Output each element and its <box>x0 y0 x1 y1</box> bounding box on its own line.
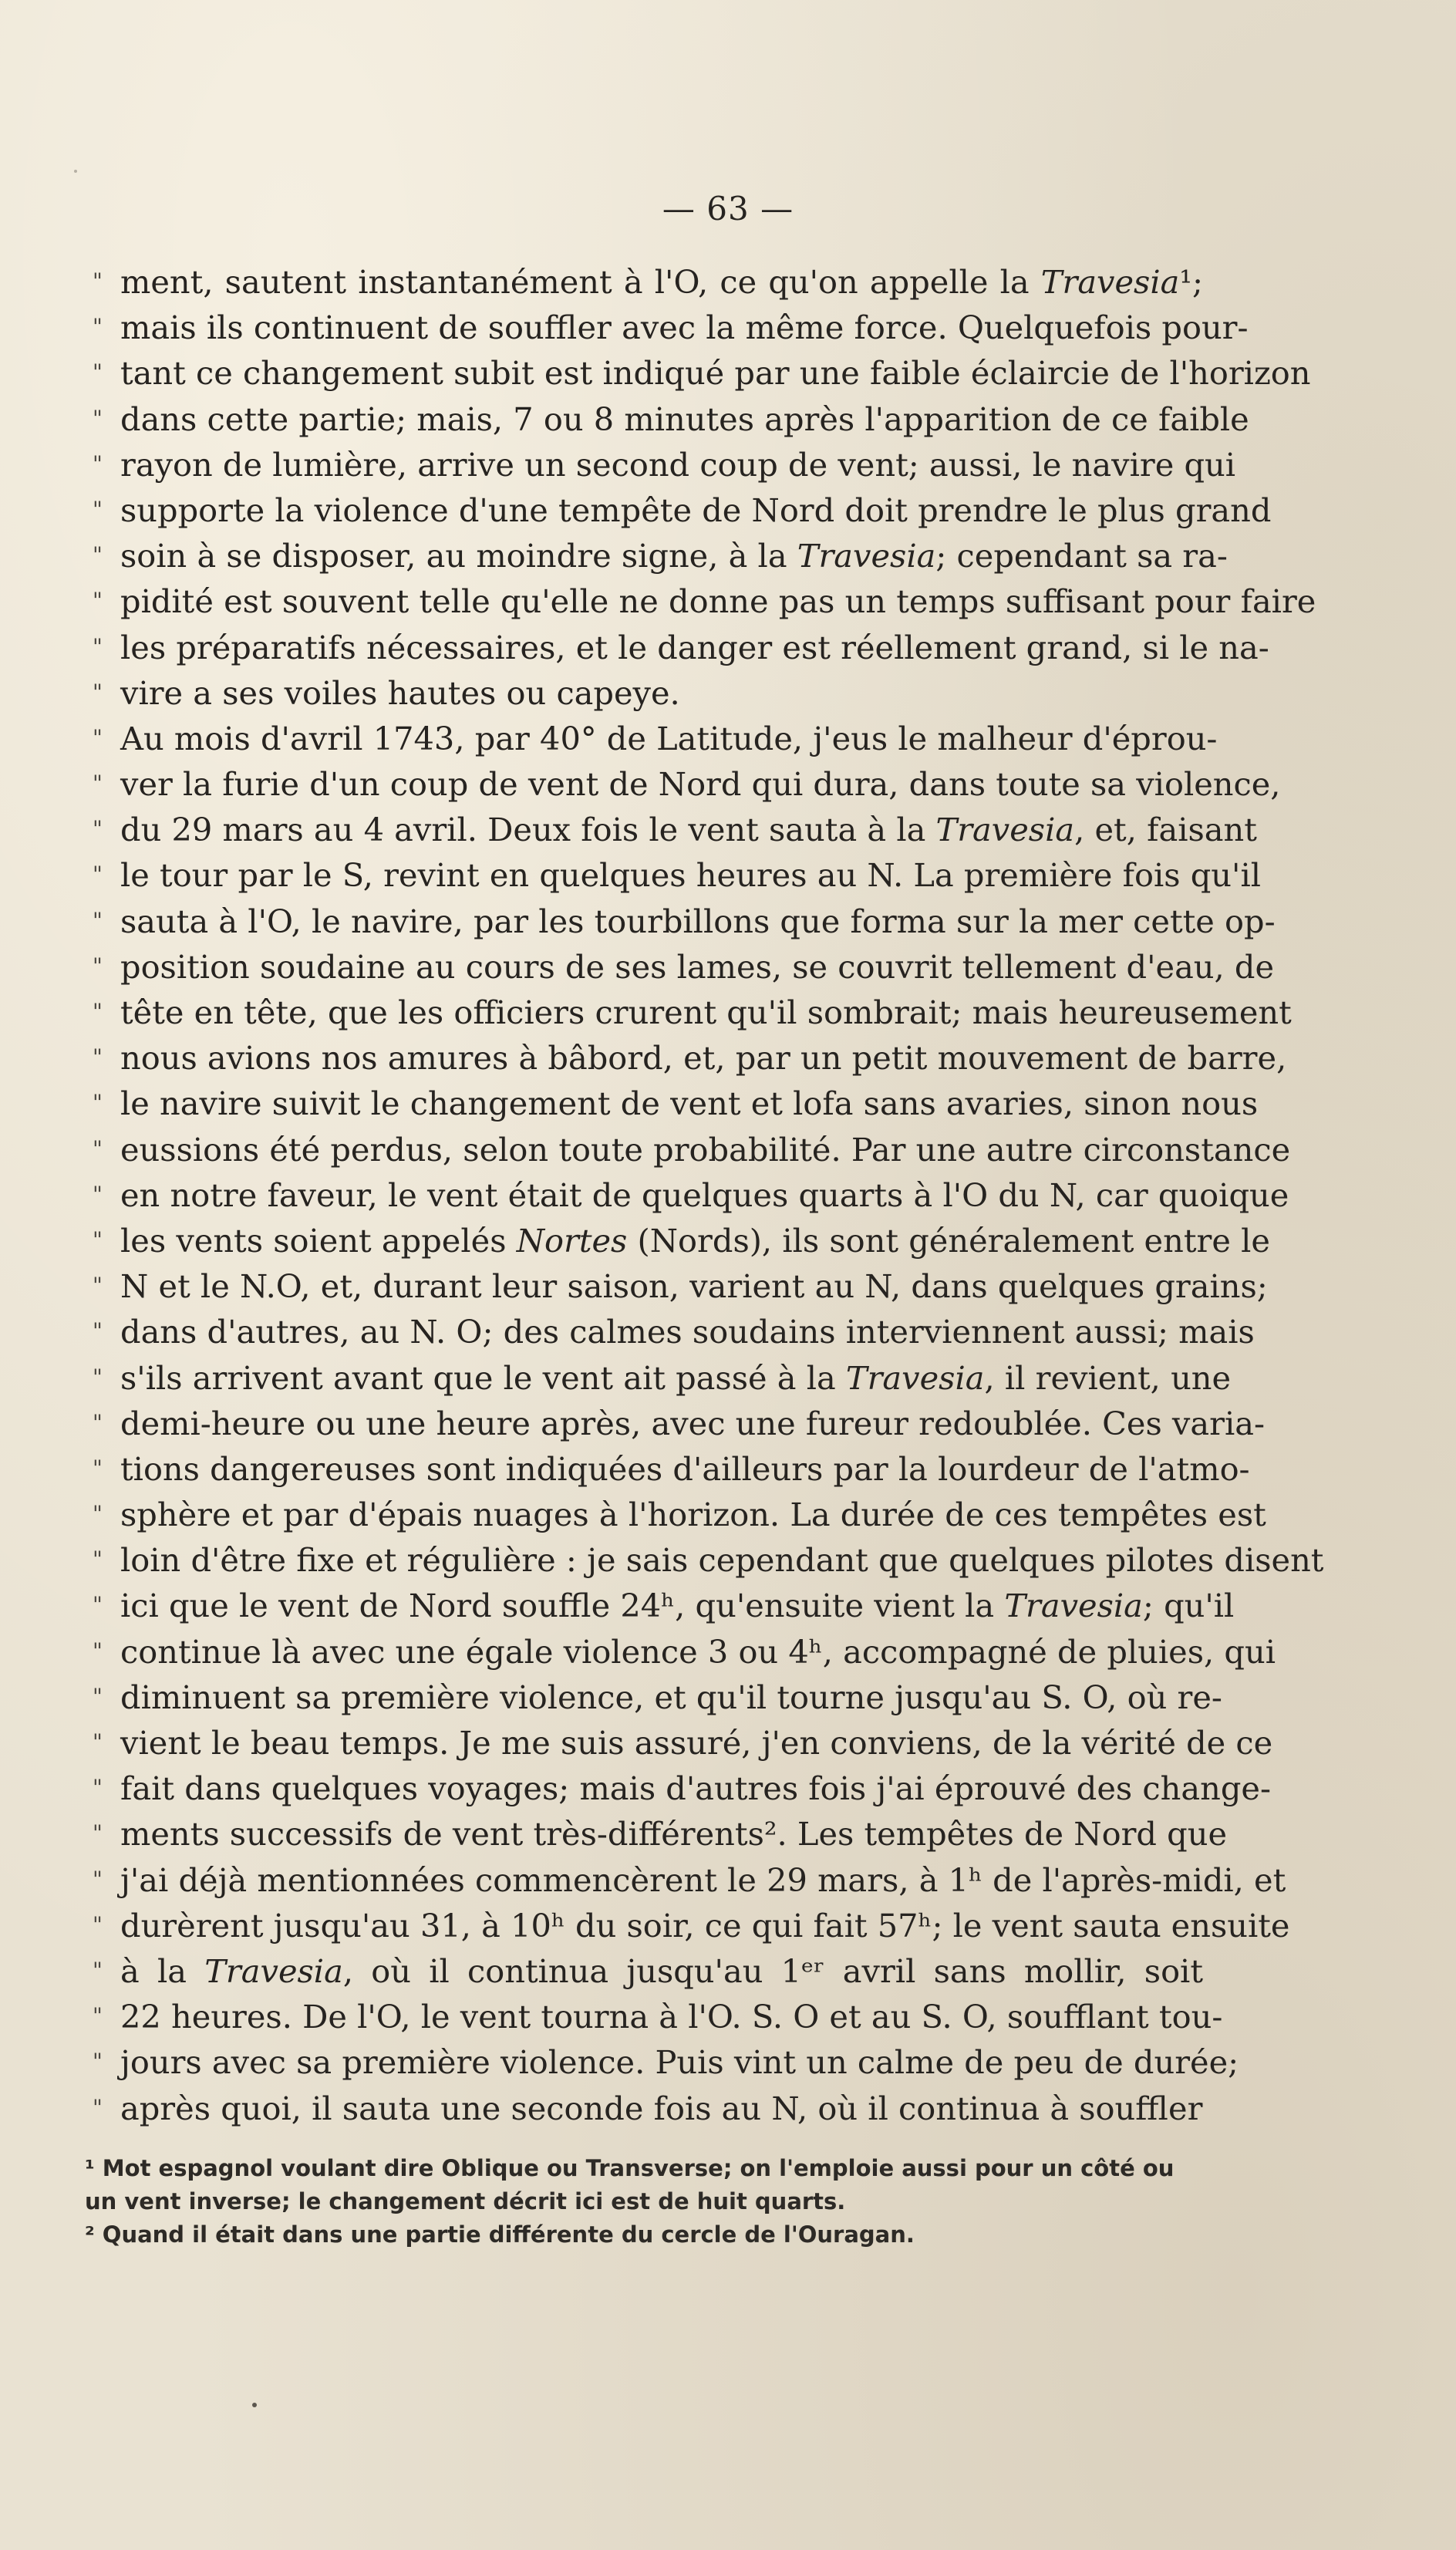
line-text: 22 heures. De l'O, le vent tourna à l'O. S. O et au S. O, soufflant tou- <box>120 1998 1223 2036</box>
quote-marker: " <box>93 1592 103 1618</box>
text-line <box>93 304 1249 349</box>
quote-marker: " <box>93 268 103 294</box>
quote-marker: " <box>93 496 103 522</box>
text-line <box>93 624 1269 670</box>
text-line <box>93 441 1236 487</box>
quote-marker: " <box>93 1501 103 1527</box>
line-text: tions dangereuses sont indiquées d'ailleurs par la lourdeur de l'atmo- <box>120 1449 1250 1488</box>
text-line <box>93 1172 1289 1217</box>
text-line <box>93 898 1276 943</box>
quote-marker: " <box>93 2049 103 2075</box>
line-text: s'ils arrivent avant que le vent ait passé à la Travesia, il revient, une <box>120 1358 1232 1397</box>
quote-marker: " <box>93 1135 103 1162</box>
quote-marker: " <box>93 314 103 340</box>
quote-marker: " <box>93 1957 103 1983</box>
text-line <box>93 258 1203 304</box>
quote-marker: " <box>93 862 103 888</box>
line-text: supporte la violence d'une tempête de Nord doit prendre le plus grand <box>120 491 1272 529</box>
text-line <box>93 1948 1203 1993</box>
text-line <box>93 1400 1265 1445</box>
quote-marker: " <box>93 1638 103 1664</box>
quote-marker: " <box>93 1226 103 1253</box>
text-line <box>93 2039 1239 2084</box>
quote-marker: " <box>93 679 103 705</box>
line-text: loin d'être fixe et régulière : je sais cependant que quelques pilotes disent <box>120 1541 1324 1580</box>
footnote-line: ² Quand il était dans une partie différente du cercle de l'Ouragan. <box>85 2221 915 2248</box>
text-line <box>93 1126 1291 1172</box>
text-line <box>93 2085 1203 2130</box>
line-text: le navire suivit le changement de vent et lofa sans avaries, sinon nous <box>120 1084 1259 1123</box>
quote-marker: " <box>93 1044 103 1071</box>
line-text: diminuent sa première violence, et qu'il tourne jusqu'au S. O, où re- <box>120 1678 1222 1716</box>
line-text: mais ils continuent de souffler avec la même force. Quelquefois pour- <box>120 309 1249 347</box>
line-text: dans cette partie; mais, 7 ou 8 minutes après l'apparition de ce faible <box>120 400 1249 438</box>
quote-marker: " <box>93 633 103 659</box>
footnotes <box>85 2152 1211 2251</box>
line-text: vire a ses voiles hautes ou capeye. <box>120 673 680 712</box>
line-text: fait dans quelques voyages; mais d'autres fois j'ai éprouvé des change- <box>120 1769 1271 1808</box>
quote-marker: " <box>93 1090 103 1116</box>
text-line <box>93 852 1261 897</box>
line-text: vient le beau temps. Je me suis assuré, j'en conviens, de la vérité de ce <box>120 1724 1273 1762</box>
quote-marker: " <box>93 1181 103 1207</box>
footnote-line: un vent inverse; le changement décrit ici est de huit quarts. <box>85 2188 846 2214</box>
text-line <box>93 1034 1287 1080</box>
text-line <box>93 1491 1266 1536</box>
quote-marker: " <box>93 405 103 431</box>
quote-marker: " <box>93 450 103 477</box>
quote-marker: " <box>93 1775 103 1801</box>
quote-marker: " <box>93 816 103 842</box>
line-text: soin à se disposer, au moindre signe, à la Travesia; cependant sa ra- <box>120 537 1228 575</box>
quote-marker: " <box>93 1866 103 1892</box>
text-line <box>93 1857 1286 1902</box>
footnote-line: ¹ Mot espagnol voulant dire Oblique ou Transverse; on l'emploie aussi pour un côté ou <box>85 2155 1175 2181</box>
text-line <box>93 532 1228 578</box>
quote-marker: " <box>93 542 103 568</box>
text-line <box>93 1217 1270 1263</box>
text-line <box>93 487 1272 532</box>
quote-marker: " <box>93 1729 103 1755</box>
text-line <box>93 1674 1222 1719</box>
line-text: après quoi, il sauta une seconde fois au N, où il continua à souffler <box>120 2089 1203 2127</box>
line-text: les préparatifs nécessaires, et le danger est réellement grand, si le na- <box>120 628 1269 666</box>
quote-marker: " <box>93 588 103 614</box>
quote-marker: " <box>93 1911 103 1938</box>
line-text: eussions été perdus, selon toute probabilité. Par une autre circonstance <box>120 1130 1291 1169</box>
text-line <box>93 761 1281 806</box>
text-line <box>93 1719 1273 1765</box>
line-text: position soudaine au cours de ses lames, se couvrit tellement d'eau, de <box>120 947 1275 986</box>
text-line <box>93 989 1292 1034</box>
quote-marker: " <box>93 359 103 386</box>
line-text: demi-heure ou une heure après, avec une fureur redoublée. Ces varia- <box>120 1404 1265 1442</box>
text-line <box>93 1536 1324 1582</box>
text-line <box>93 396 1249 441</box>
quote-marker: " <box>93 1547 103 1573</box>
quote-marker: " <box>93 2094 103 2120</box>
line-text: continue là avec une égale violence 3 ou 4ʰ, accompagné de pluies, qui <box>120 1632 1276 1671</box>
text-line <box>93 1263 1268 1308</box>
page-number: — 63 — <box>662 190 794 228</box>
line-text: rayon de lumière, arrive un second coup de vent; aussi, le navire qui <box>120 445 1236 484</box>
line-text: ici que le vent de Nord souffle 24ʰ, qu'ensuite vient la Travesia; qu'il <box>120 1587 1235 1625</box>
quote-marker: " <box>93 907 103 933</box>
line-text: le tour par le S, revint en quelques heures au N. La première fois qu'il <box>120 856 1261 895</box>
line-text: pidité est souvent telle qu'elle ne donne pas un temps suffisant pour faire <box>120 582 1316 621</box>
line-text: les vents soient appelés Nortes (Nords), ils sont généralement entre le <box>120 1221 1270 1260</box>
line-text: tant ce changement subit est indiqué par une faible éclaircie de l'horizon <box>120 354 1311 393</box>
quote-marker: " <box>93 1318 103 1344</box>
line-text: N et le N.O, et, durant leur saison, varient au N, dans quelques grains; <box>120 1267 1268 1306</box>
line-text: du 29 mars au 4 avril. Deux fois le vent sauta à la Travesia, et, faisant <box>120 811 1257 849</box>
text-line <box>93 1628 1276 1674</box>
quote-marker: " <box>93 1683 103 1709</box>
paper-speck <box>74 170 77 173</box>
quote-marker: " <box>93 2003 103 2029</box>
text-line <box>93 578 1316 623</box>
text-line <box>93 806 1257 852</box>
text-line <box>93 1080 1259 1125</box>
line-text: tête en tête, que les officiers crurent qu'il sombrait; mais heureusement <box>120 993 1292 1031</box>
quote-marker: " <box>93 999 103 1024</box>
text-line <box>93 943 1275 989</box>
line-text: Au mois d'avril 1743, par 40° de Latitude, j'eus le malheur d'éprou- <box>120 719 1218 757</box>
quote-marker: " <box>93 1364 103 1390</box>
quote-marker: " <box>93 1409 103 1435</box>
quote-marker: " <box>93 1273 103 1299</box>
line-text: jours avec sa première violence. Puis vint un calme de peu de durée; <box>120 2043 1239 2082</box>
line-text: sphère et par d'épais nuages à l'horizon. La durée de ces tempêtes est <box>120 1496 1266 1534</box>
quote-marker: " <box>93 1820 103 1847</box>
line-text: à la Travesia, où il continua jusqu'au 1ᵉʳ avril sans mollir, soit <box>120 1951 1204 1990</box>
text-line <box>93 1582 1235 1627</box>
quote-marker: " <box>93 771 103 797</box>
text-line <box>93 715 1218 761</box>
text-line <box>93 1993 1223 2039</box>
quote-marker: " <box>93 953 103 979</box>
text-line <box>93 1765 1271 1810</box>
text-line <box>93 1445 1250 1491</box>
line-text: ment, sautent instantanément à l'O, ce qu'on appelle la Travesia¹; <box>120 263 1203 301</box>
text-line <box>93 1902 1290 1948</box>
line-text: nous avions nos amures à bâbord, et, par un petit mouvement de barre, <box>120 1039 1287 1078</box>
text-line <box>93 1308 1255 1354</box>
text-line <box>93 349 1311 395</box>
line-text: ments successifs de vent très-différents². Les tempêtes de Nord que <box>120 1815 1228 1853</box>
text-line <box>93 1354 1232 1400</box>
line-text: ver la furie d'un coup de vent de Nord qui dura, dans toute sa violence, <box>120 765 1281 804</box>
line-text: en notre faveur, le vent était de quelques quarts à l'O du N, car quoique <box>120 1175 1289 1214</box>
quote-marker: " <box>93 724 103 750</box>
line-text: sauta à l'O, le navire, par les tourbillons que forma sur la mer cette op- <box>120 902 1276 940</box>
line-text: j'ai déjà mentionnées commencèrent le 29 mars, à 1ʰ de l'après-midi, et <box>120 1860 1286 1899</box>
text-line <box>93 670 1203 715</box>
line-text: durèrent jusqu'au 31, à 10ʰ du soir, ce qui fait 57ʰ; le vent sauta ensuite <box>120 1906 1290 1945</box>
line-text: dans d'autres, au N. O; des calmes soudains interviennent aussi; mais <box>120 1313 1255 1351</box>
paper-speck <box>252 2403 257 2407</box>
quote-marker: " <box>93 1455 103 1481</box>
body-text <box>93 258 1324 2130</box>
text-line <box>93 1810 1228 1856</box>
